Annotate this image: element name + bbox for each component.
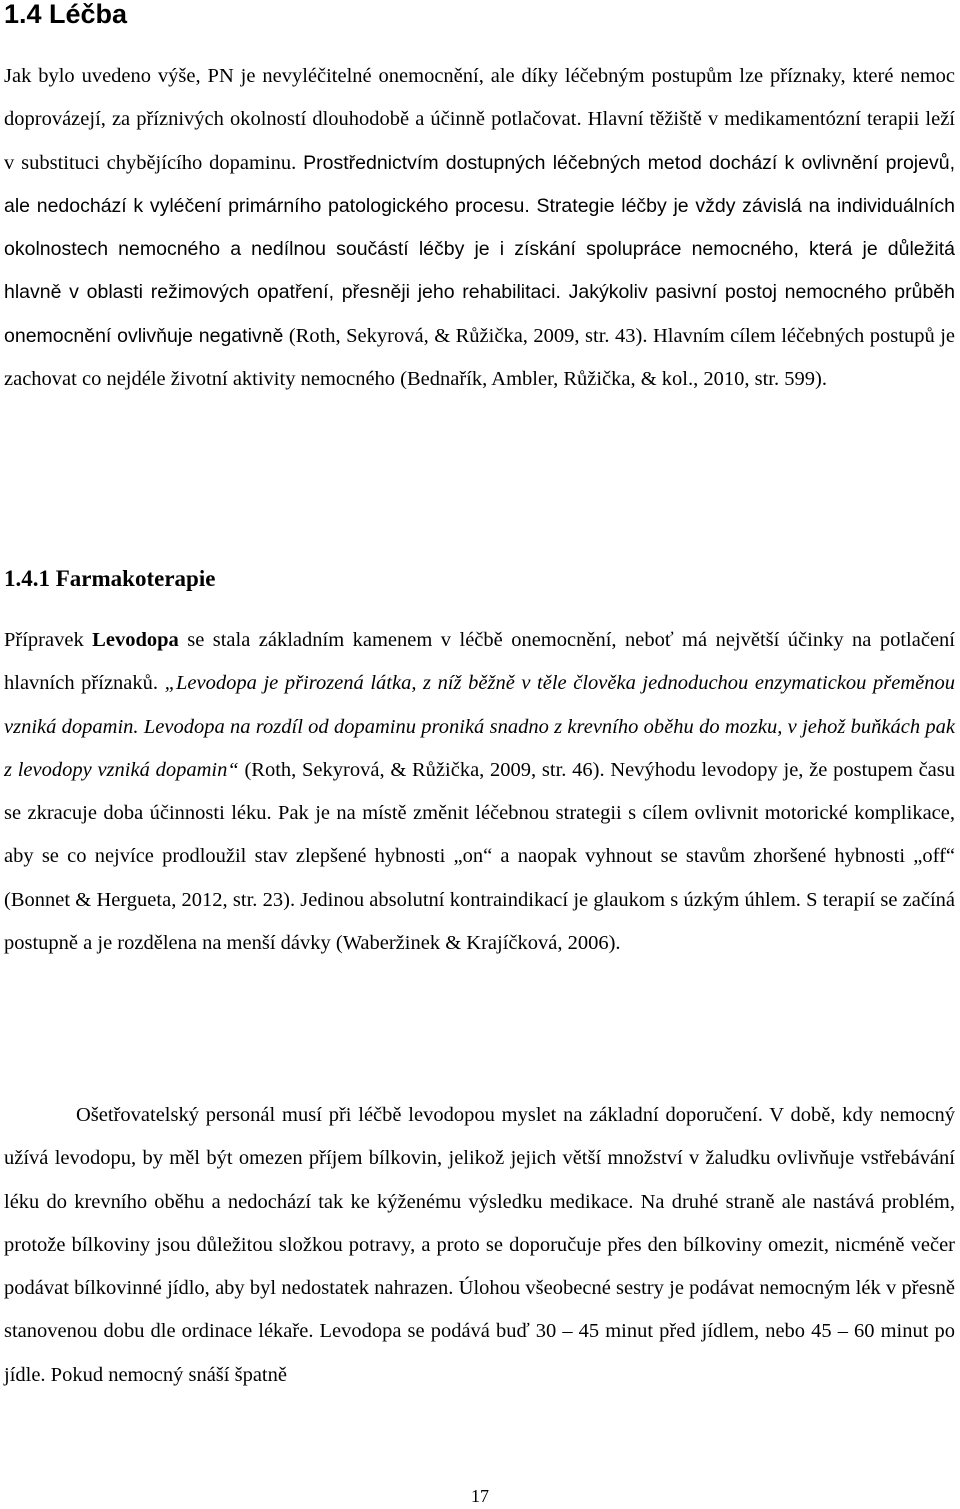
paragraph-farmakoterapie-intro: Přípravek	[4, 629, 93, 651]
paragraph-intro	[4, 55, 955, 401]
subsection-heading: 1.4.1 Farmakoterapie	[4, 566, 216, 591]
paragraph-intro-part1: Jak bylo uvedeno výše, PN je nevyléčitelné onemocnění, ale díky léčebným postupům lze příznaky, které nemoc doprovázejí, za příznivých okolností dlouhodobě a účinně potlačovat. Hlavní těžiště v medikamentózní terapii leží v substituci chybějícího dopaminu.	[4, 65, 955, 174]
paragraph-intro-part2: Prostřednictvím dostupných léčebných metod dochází k ovlivnění projevů, ale nedochází k vyléčení primárního patologického procesu. Strategie léčby je vždy závislá na individuálních okolnostech nemocného a nedílnou součástí léčby je i získání spolupráce nemocného, která je důležitá hlavně v oblasti režimových opatření, přesněji jeho rehabilitaci. Jakýkoliv pasivní postoj nemocného průběh onemocnění ovlivňuje negativně	[4, 151, 955, 347]
levodopa-term: Levodopa	[92, 629, 179, 651]
paragraph-farmakoterapie-text: se stala základním kamenem v léčbě onemocnění, neboť má největší účinky na potlačení hlavních příznaků.	[4, 629, 955, 695]
paragraph-nursing-text: Ošetřovatelský personál musí při léčbě levodopou myslet na základní doporučení. V době, kdy nemocný užívá levodopu, by měl být omezen příjem bílkovin, jelikož jejich větší množství v žaludku ovlivňuje vstřebávání léku do krevního oběhu a nedochází tak ke kýženému výsledku medikace. Na druhé straně ale nastává problém, protože bílkoviny jsou důležitou složkou potravy, a proto se doporučuje přes den bílkoviny omezit, nicméně večer podávat bílkovinné jídlo, aby byl nedostatek nahrazen. Úlohou všeobecné sestry je podávat nemocným lék v přesně stanovenou dobu dle ordinace lékaře. Levodopa se podává buď 30 – 45 minut před jídlem, nebo 45 – 60 minut po jídle. Pokud nemocný snáší špatně	[4, 1104, 955, 1386]
paragraph-farmakoterapie	[4, 619, 955, 965]
section-heading: 1.4 Léčba	[4, 0, 128, 29]
paragraph-intro-part3: (Roth, Sekyrová, & Růžička, 2009, str. 43). Hlavním cílem léčebných postupů je zachovat co nejdéle životní aktivity nemocného (Bednařík, Ambler, Růžička, & kol., 2010, str. 599).	[4, 324, 955, 391]
paragraph-nursing	[4, 1094, 955, 1397]
page-number: 17	[471, 1486, 489, 1506]
levodopa-quote: „Levodopa je přirozená látka, z níž běžně v těle člověka jednoduchou enzymatickou přeměnou vzniká dopamin. Levodopa na rozdíl od dopaminu proniká snadno z krevního oběhu do mozku, v jehož buňkách pak z levodopy vzniká dopamin“	[4, 672, 955, 781]
paragraph-farmakoterapie-rest: (Roth, Sekyrová, & Růžička, 2009, str. 46). Nevýhodu levodopy je, že postupem času se zkracuje doba účinnosti léku. Pak je na místě změnit léčebnou strategii s cílem ovlivnit motorické komplikace, aby se co nejvíce prodloužil stav zlepšené hybnosti „on“ a naopak vyhnout se stavům zhoršené hybnosti „off“ (Bonnet & Hergueta, 2012, str. 23). Jedinou absolutní kontraindikací je glaukom s úzkým úhlem. S terapií se začíná postupně a je rozdělena na menší dávky (Waberžinek & Krajíčková, 2006).	[4, 758, 955, 955]
